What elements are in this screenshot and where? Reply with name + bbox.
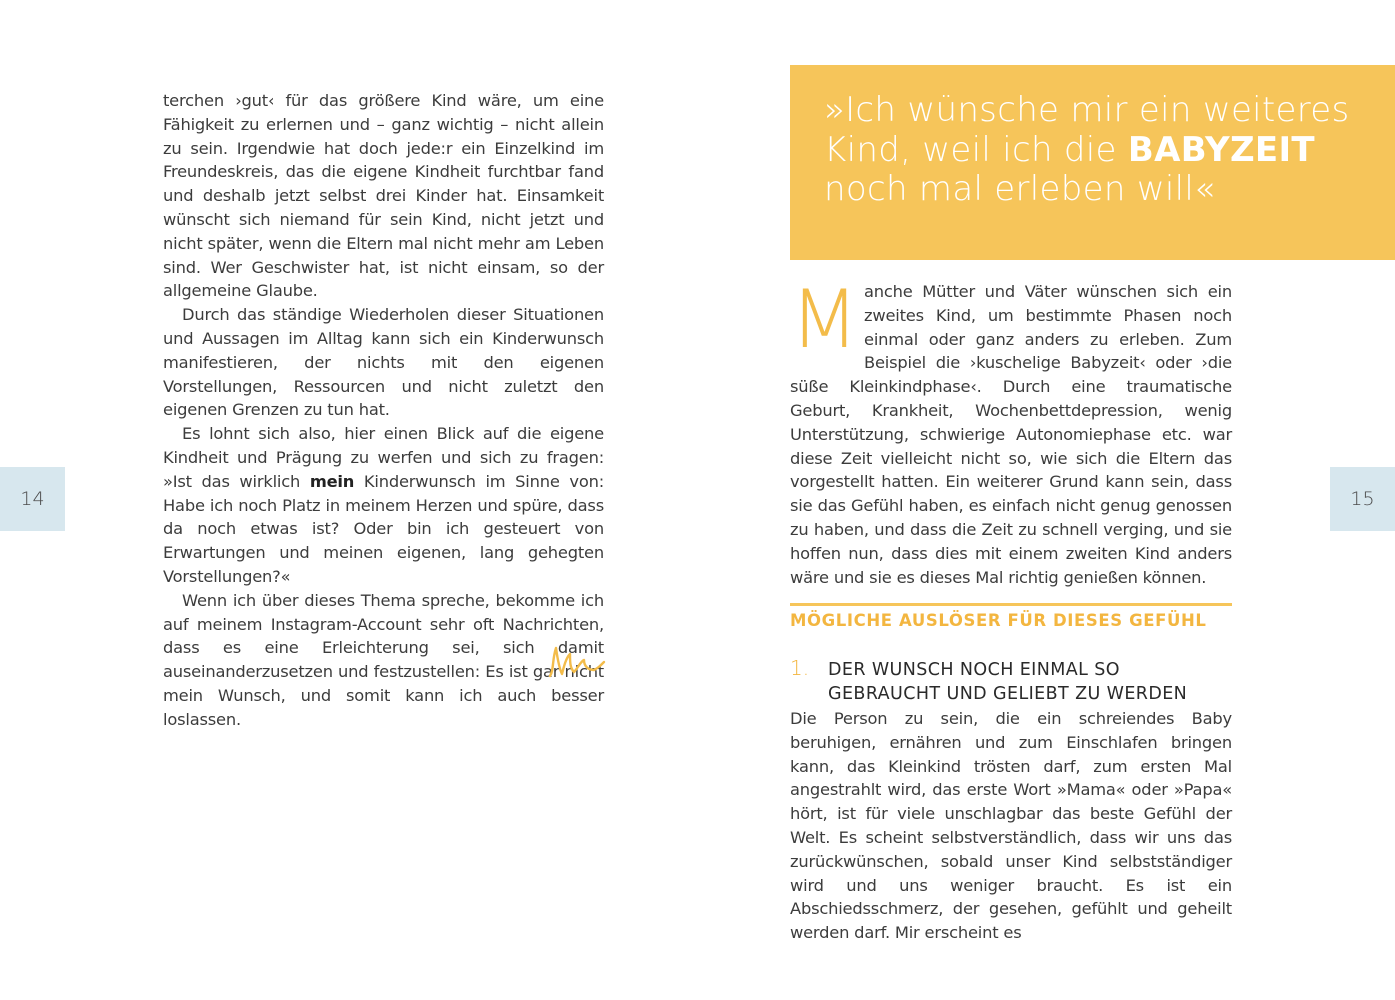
drop-cap: M: [790, 273, 859, 366]
item-body: Die Person zu sein, die ein schreiendes Baby beruhigen, ernähren und zum Einschlafen bringen kann, das Kleinkind trösten darf, zum ersten Mal angestrahlt wird, das erste Wort »Mama« oder »Papa« hört, ist für viele unschlagbar das beste Gefühl der Welt. Es scheint selbstverständlich, dass wir uns das zurückwünschen, sobald unser Kind selbstständiger wird und uns weniger braucht. Es ist ein Abschiedsschmerz, der gesehen, gefühlt und geheilt werden darf. Mir erscheint es: [790, 709, 1232, 943]
intro-text: anche Mütter und Väter wünschen sich ein zweites Kind, um bestimmte Phasen noch einmal oder ganz anders zu erleben. Zum Beispiel die ›kuschelige Babyzeit‹ oder ›die süße Kleinkindphase‹. Durch eine traumatische Geburt, Krankheit, Wochenbettdepression, wenig Unterstützung, schwierige Autonomiephase etc. war diese Zeit vielleicht nicht so, wie sich die Eltern das vorgestellt hatten. Ein weiterer Grund kann sein, dass sie das Gefühl haben, es einfach nicht genug genossen zu haben, und dass die Zeit zu schnell verging, und sie hoffen nun, dass dies mit einem zweiten Kind anders wäre und sie es dieses Mal richtig genießen können.: [790, 282, 1232, 587]
item-number: 1.: [790, 656, 810, 680]
left-body-text: [163, 89, 604, 732]
left-paragraph-3: Es lohnt sich also, hier einen Blick auf die eigene Kindheit und Prägung zu werfen und sich zu fragen: »Ist das wirklich mein Kinderwunsch im Sinne von: Habe ich noch Platz in meinem Herzen und spüre, dass da noch etwas ist? Oder bin ich gesteuert von Erwartungen und meinen eigenen, lang gehegten Vorstellungen?«: [163, 424, 604, 586]
page-number-left: 14: [0, 467, 65, 531]
left-paragraph-4: Wenn ich über dieses Thema spreche, bekomme ich auf meinem Instagram-Account sehr oft Nachrichten, dass es eine Erleichterung sei, sich damit auseinanderzusetzen und festzustellen: Es ist gar nicht mein Wunsch, und somit kann ich auch besser loslassen.: [163, 590, 604, 729]
pull-quote: »Ich wünsche mir ein weiteres Kind, weil ich die BABYZEIT noch mal erleben will«: [824, 90, 1350, 209]
section-divider: [790, 603, 1232, 606]
emphasis-mein: mein: [309, 471, 355, 491]
quote-box: [790, 65, 1395, 260]
quote-emphasis: BABYZEIT: [1127, 129, 1315, 170]
intro-paragraph: [790, 273, 1232, 589]
signature-icon: [548, 640, 606, 680]
page-number-right: 15: [1330, 467, 1395, 531]
left-paragraph-2: Durch das ständige Wiederholen dieser Situationen und Aussagen im Alltag kann sich ein Kinderwunsch manifestieren, der nichts mit den eigenen Vorstellungen, Ressourcen und nicht zuletzt den eigenen Grenzen zu tun hat.: [163, 305, 604, 420]
section-heading: MÖGLICHE AUSLÖSER FÜR DIESES GEFÜHL: [790, 611, 1207, 630]
item-title: DER WUNSCH NOCH EINMAL SO GEBRAUCHT UND GELIEBT ZU WERDEN: [828, 660, 1188, 704]
left-paragraph-1: terchen ›gut‹ für das größere Kind wäre, um eine Fähigkeit zu erlernen und – ganz wichtig – nicht allein zu sein. Irgendwie hat doch jede:r ein Einzelkind im Freundeskreis, das die eigene Kindheit furchtbar fand und deshalb jetzt selbst drei Kinder hat. Einsamkeit wünscht sich niemand für sein Kind, nicht jetzt und nicht später, wenn die Eltern mal nicht mehr am Leben sind. Wer Geschwister hat, ist nicht einsam, so der allgemeine Glaube.: [163, 91, 604, 301]
